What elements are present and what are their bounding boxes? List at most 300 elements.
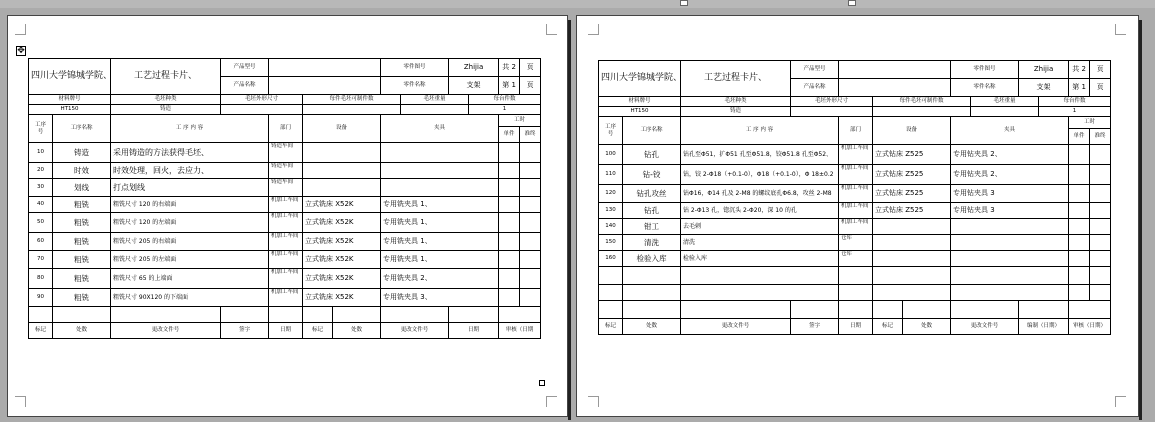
footer-compile: 编制（日期） <box>1019 319 1069 335</box>
process-dept[interactable] <box>839 285 873 301</box>
process-no-text: 130 <box>605 207 616 213</box>
process-prep-time[interactable] <box>1090 145 1111 165</box>
process-tooling-text: 专用钻夹具 3 <box>953 189 995 197</box>
material-value[interactable]: HT150 <box>29 105 111 115</box>
blank-size-label: 毛坯外形尺寸 <box>791 97 873 107</box>
process-name[interactable] <box>623 165 681 185</box>
per-unit-label: 每台件数 <box>1039 97 1111 107</box>
process-content[interactable] <box>111 269 269 289</box>
crop-mark <box>546 24 557 35</box>
process-content[interactable] <box>111 143 269 163</box>
process-unit-time[interactable] <box>499 213 520 233</box>
process-tooling[interactable] <box>951 145 1069 165</box>
footer-count: 处数 <box>53 323 111 339</box>
process-dept[interactable] <box>269 269 303 289</box>
process-no-text: 160 <box>605 255 616 261</box>
process-unit-time[interactable] <box>499 251 520 269</box>
process-tooling[interactable] <box>951 203 1069 219</box>
footer-review: 审核（日期 <box>499 323 541 339</box>
page-unit: 页 <box>520 77 541 95</box>
process-dept[interactable] <box>839 251 873 267</box>
process-row <box>599 251 1111 267</box>
blank-weight-value[interactable] <box>401 105 469 115</box>
process-content-text: 粗铣尺寸 120 的右端面 <box>113 201 177 208</box>
school-name: 四川大学锦城学院、 <box>29 59 111 95</box>
part-code-value[interactable]: Zhijia <box>1019 61 1069 79</box>
product-name-value[interactable] <box>839 79 951 97</box>
process-content[interactable] <box>111 163 269 179</box>
process-dept[interactable] <box>839 185 873 203</box>
process-no[interactable] <box>29 289 53 307</box>
process-tooling[interactable] <box>951 285 1069 301</box>
process-equipment[interactable] <box>303 163 381 179</box>
process-equipment-text: 立式钻床 Z525 <box>875 189 924 197</box>
process-unit-time[interactable] <box>1069 145 1090 165</box>
page-unit: 页 <box>520 59 541 77</box>
process-name-text: 清洗 <box>644 238 659 247</box>
footer-date: 日期 <box>269 323 303 339</box>
process-name[interactable] <box>53 269 111 289</box>
process-dept[interactable] <box>269 251 303 269</box>
process-content[interactable] <box>681 219 839 235</box>
process-prep-time[interactable] <box>1090 285 1111 301</box>
blank-size-value[interactable] <box>791 107 873 117</box>
process-equipment[interactable] <box>873 219 951 235</box>
process-no-text: 140 <box>605 223 616 229</box>
process-content-text: 检验入库 <box>683 255 708 262</box>
process-no[interactable] <box>29 251 53 269</box>
part-code-label: 零件图号 <box>951 61 1019 79</box>
process-tooling[interactable] <box>381 269 499 289</box>
process-content[interactable] <box>111 289 269 307</box>
crop-mark <box>1115 24 1126 35</box>
material-label: 材料牌号 <box>599 97 681 107</box>
process-unit-time[interactable] <box>1069 267 1090 285</box>
process-dept-text: 铸造车间 <box>271 163 294 169</box>
process-no[interactable] <box>29 197 53 213</box>
process-no[interactable] <box>29 213 53 233</box>
process-equipment[interactable] <box>873 285 951 301</box>
footer-mark: 标记 <box>29 323 53 339</box>
process-tooling-text: 专用铣夹具 2、 <box>383 274 432 282</box>
process-card-table-left <box>28 58 541 339</box>
blank-type-value[interactable]: 铸造 <box>681 107 791 117</box>
process-row <box>29 143 541 163</box>
process-equipment[interactable] <box>303 233 381 251</box>
process-equipment[interactable] <box>303 213 381 233</box>
process-content-text: 时效处理，回火，去应力 <box>113 166 201 175</box>
product-name-label: 产品名称 <box>221 77 269 95</box>
process-content-text: 打点划线 <box>113 183 145 192</box>
process-equipment-text: 立式钻床 Z525 <box>875 150 924 158</box>
process-no[interactable] <box>599 185 623 203</box>
part-code-value[interactable]: Zhijia <box>449 59 499 77</box>
process-name[interactable] <box>623 285 681 301</box>
process-equipment[interactable] <box>873 145 951 165</box>
process-dept-text: 机加工车间 <box>841 185 869 191</box>
process-no[interactable] <box>29 163 53 179</box>
pieces-value[interactable] <box>873 107 971 117</box>
process-equipment[interactable] <box>873 185 951 203</box>
process-tooling[interactable] <box>381 143 499 163</box>
footer-sign: 签字 <box>791 319 839 335</box>
process-name[interactable] <box>623 145 681 165</box>
process-row <box>29 251 541 269</box>
process-prep-time[interactable] <box>520 163 541 179</box>
process-content-text: 粗铣尺寸 120 的左端面 <box>113 219 177 226</box>
process-no-text: 50 <box>37 219 44 225</box>
blank-weight-label: 毛坯重量 <box>971 97 1039 107</box>
process-dept-text: 仓库 <box>841 251 853 257</box>
process-prep-time[interactable] <box>520 179 541 197</box>
per-unit-value[interactable]: 1 <box>1039 107 1111 117</box>
process-name[interactable] <box>623 185 681 203</box>
process-name[interactable] <box>53 163 111 179</box>
process-dept[interactable] <box>269 233 303 251</box>
table-move-handle-icon[interactable]: ✥ <box>17 46 25 56</box>
process-name[interactable] <box>623 235 681 251</box>
process-no-text: 40 <box>37 201 44 207</box>
prep-time-header: 准终 <box>1090 129 1111 145</box>
material-label: 材料牌号 <box>29 95 111 105</box>
process-dept[interactable] <box>269 163 303 179</box>
process-dept-text: 机加工车间 <box>841 165 869 171</box>
process-equipment[interactable] <box>303 197 381 213</box>
process-prep-time[interactable] <box>1090 203 1111 219</box>
process-dept[interactable] <box>269 179 303 197</box>
process-content[interactable] <box>681 235 839 251</box>
process-tooling[interactable] <box>951 251 1069 267</box>
process-no[interactable] <box>599 267 623 285</box>
footer-mark: 标记 <box>599 319 623 335</box>
signature-row-blank <box>599 301 1111 319</box>
signature-row <box>599 319 1111 335</box>
process-equipment[interactable] <box>873 165 951 185</box>
process-no-text: 10 <box>37 149 44 155</box>
process-equipment[interactable] <box>303 289 381 307</box>
process-tooling[interactable] <box>951 235 1069 251</box>
process-tooling-text: 专用钻夹具 2、 <box>953 150 1002 158</box>
process-no[interactable] <box>599 235 623 251</box>
footer-review: 审核（日期） <box>1069 319 1111 335</box>
process-no[interactable] <box>29 179 53 197</box>
table-resize-handle[interactable] <box>539 380 545 386</box>
process-content-text: 粗铣尺寸 205 的左端面 <box>113 256 177 263</box>
process-prep-time[interactable] <box>520 269 541 289</box>
product-model-value[interactable] <box>269 59 381 77</box>
process-name[interactable] <box>623 267 681 285</box>
process-prep-time[interactable] <box>520 213 541 233</box>
card-title: 工艺过程卡片、 <box>111 59 221 95</box>
ruler-indent-marker[interactable] <box>680 0 688 6</box>
process-dept-text: 机加工车间 <box>271 251 299 257</box>
process-content[interactable] <box>681 251 839 267</box>
school-name: 四川大学锦城学院、 <box>599 61 681 97</box>
footer-change-doc-2: 更改文件号 <box>381 323 449 339</box>
process-no-text: 70 <box>37 256 44 262</box>
process-unit-time[interactable] <box>499 233 520 251</box>
process-no-text: 80 <box>37 275 44 281</box>
process-content[interactable] <box>111 179 269 197</box>
process-prep-time[interactable] <box>1090 251 1111 267</box>
process-content[interactable] <box>111 233 269 251</box>
process-no[interactable] <box>599 145 623 165</box>
product-model-value[interactable] <box>839 61 951 79</box>
time-header: 工时 <box>499 115 541 127</box>
process-equipment-text: 立式铣床 X52K <box>305 255 354 263</box>
crop-mark <box>588 24 599 35</box>
process-tooling[interactable] <box>381 233 499 251</box>
process-row <box>599 165 1111 185</box>
process-dept[interactable] <box>839 219 873 235</box>
process-equipment-text: 立式铣床 X52K <box>305 237 354 245</box>
process-tooling[interactable] <box>381 163 499 179</box>
content-suffix: 、 <box>201 148 209 157</box>
process-tooling[interactable] <box>951 165 1069 185</box>
process-no[interactable] <box>29 269 53 289</box>
process-no-text: 60 <box>37 238 44 244</box>
footer-count-2: 处数 <box>903 319 951 335</box>
process-unit-time[interactable] <box>499 289 520 307</box>
part-name-value[interactable]: 支架 <box>1019 79 1069 97</box>
part-name-label: 零件名称 <box>381 77 449 95</box>
process-row <box>599 145 1111 165</box>
process-unit-time[interactable] <box>1069 219 1090 235</box>
process-prep-time[interactable] <box>1090 185 1111 203</box>
blank-size-value[interactable] <box>221 105 303 115</box>
process-name-text: 粗铣 <box>74 274 89 283</box>
process-prep-time[interactable] <box>1090 219 1111 235</box>
process-no[interactable] <box>599 219 623 235</box>
process-tooling[interactable] <box>381 251 499 269</box>
process-equipment-text: 立式钻床 Z525 <box>875 170 924 178</box>
unit-time-header: 单件 <box>499 127 520 143</box>
process-row <box>29 163 541 179</box>
process-unit-time[interactable] <box>1069 251 1090 267</box>
process-content[interactable] <box>681 285 839 301</box>
process-unit-time[interactable] <box>499 197 520 213</box>
process-name-text: 粗铣 <box>74 237 89 246</box>
process-tooling[interactable] <box>381 179 499 197</box>
footer-change-doc: 更改文件号 <box>681 319 791 335</box>
process-equipment[interactable] <box>873 235 951 251</box>
crop-mark <box>546 396 557 407</box>
process-equipment-text: 立式铣床 X52K <box>305 218 354 226</box>
process-prep-time[interactable] <box>1090 267 1111 285</box>
process-content-text: 钻Φ16，Φ14 孔及 2-M8 的螺纹底孔Φ6.8，攻丝 2-M8 <box>683 190 832 197</box>
process-tooling-text: 专用铣夹具 1、 <box>383 255 432 263</box>
process-dept-text: 机加工车间 <box>271 197 299 203</box>
page-shadow <box>1139 20 1142 420</box>
process-prep-time[interactable] <box>1090 235 1111 251</box>
process-name[interactable] <box>53 289 111 307</box>
crop-mark <box>15 396 26 407</box>
process-equipment[interactable] <box>873 267 951 285</box>
process-prep-time[interactable] <box>520 233 541 251</box>
page-number: 第 1 <box>1069 79 1090 97</box>
process-content-text: 粗铣尺寸 90X120 的下端面 <box>113 294 189 301</box>
process-tooling[interactable] <box>951 219 1069 235</box>
process-name[interactable] <box>623 251 681 267</box>
process-tooling[interactable] <box>951 185 1069 203</box>
process-dept[interactable] <box>269 143 303 163</box>
process-equipment-text: 立式铣床 X52K <box>305 200 354 208</box>
process-content[interactable] <box>681 185 839 203</box>
process-tooling[interactable] <box>951 267 1069 285</box>
process-row <box>29 179 541 197</box>
process-row <box>599 267 1111 285</box>
footer-sign: 签字 <box>221 323 269 339</box>
process-dept-text: 机加工车间 <box>271 269 299 275</box>
blank-type-label: 毛坯种类 <box>681 97 791 107</box>
process-tooling[interactable] <box>381 197 499 213</box>
process-content-text: 清洗 <box>683 239 696 246</box>
process-content[interactable] <box>111 213 269 233</box>
crop-mark <box>588 396 599 407</box>
ruler-margin-marker[interactable] <box>848 0 856 6</box>
dept-header: 部门 <box>269 115 303 143</box>
footer-mark-2: 标记 <box>303 323 333 339</box>
process-no[interactable] <box>599 251 623 267</box>
process-tooling-text: 专用钻夹具 3 <box>953 206 995 214</box>
process-equipment[interactable] <box>303 179 381 197</box>
process-tooling-text: 专用钻夹具 2、 <box>953 170 1002 178</box>
footer-date: 日期 <box>839 319 873 335</box>
process-name[interactable] <box>53 197 111 213</box>
seq-header: 工序 号 <box>29 115 53 143</box>
process-row <box>29 289 541 307</box>
part-name-value[interactable]: 支架 <box>449 77 499 95</box>
process-name-text: 粗铣 <box>74 218 89 227</box>
process-name[interactable] <box>53 179 111 197</box>
blank-weight-label: 毛坯重量 <box>401 95 469 105</box>
process-name[interactable] <box>53 143 111 163</box>
process-no[interactable] <box>29 143 53 163</box>
process-no[interactable] <box>29 233 53 251</box>
process-content-text: 钻孔至Φ51，扩Φ51 孔至Φ51.8，铰Φ51.8 孔至Φ52、 <box>683 151 833 158</box>
page-number: 第 1 <box>499 77 520 95</box>
crop-mark <box>15 24 26 35</box>
process-name-text: 钳工 <box>644 222 659 231</box>
process-no[interactable] <box>599 165 623 185</box>
process-dept-text: 仓库 <box>841 235 853 241</box>
footer-mark-2: 标记 <box>873 319 903 335</box>
process-tooling[interactable] <box>381 213 499 233</box>
process-equipment[interactable] <box>303 251 381 269</box>
equipment-header: 设备 <box>873 117 951 145</box>
process-dept[interactable] <box>839 235 873 251</box>
process-tooling-text: 专用铣夹具 1、 <box>383 237 432 245</box>
process-prep-time[interactable] <box>520 143 541 163</box>
process-unit-time[interactable] <box>499 163 520 179</box>
process-content-text: 钻 2-Φ13 孔，锪沉头 2-Φ20，深 10 的孔 <box>683 207 797 214</box>
process-row <box>29 213 541 233</box>
process-dept[interactable] <box>269 197 303 213</box>
process-content[interactable] <box>111 197 269 213</box>
process-dept[interactable] <box>839 145 873 165</box>
process-row <box>29 269 541 289</box>
process-dept[interactable] <box>839 203 873 219</box>
process-equipment[interactable] <box>873 251 951 267</box>
process-content[interactable] <box>681 165 839 185</box>
process-no[interactable] <box>599 203 623 219</box>
footer-change-doc-2: 更改文件号 <box>951 319 1019 335</box>
process-unit-time[interactable] <box>1069 203 1090 219</box>
process-dept[interactable] <box>269 213 303 233</box>
process-unit-time[interactable] <box>1069 165 1090 185</box>
process-tooling[interactable] <box>381 289 499 307</box>
product-name-value[interactable] <box>269 77 381 95</box>
process-prep-time[interactable] <box>520 197 541 213</box>
process-content[interactable] <box>681 203 839 219</box>
product-model-label: 产品型号 <box>221 59 269 77</box>
process-name[interactable] <box>623 219 681 235</box>
process-prep-time[interactable] <box>520 251 541 269</box>
material-value[interactable]: HT150 <box>599 107 681 117</box>
process-row <box>29 233 541 251</box>
process-row <box>599 185 1111 203</box>
process-content[interactable] <box>681 145 839 165</box>
content-suffix: 、 <box>201 166 209 175</box>
process-row <box>599 219 1111 235</box>
blank-type-value[interactable]: 铸造 <box>111 105 221 115</box>
process-unit-time[interactable] <box>499 179 520 197</box>
process-unit-time[interactable] <box>1069 285 1090 301</box>
process-no-text: 150 <box>605 239 616 245</box>
per-unit-value[interactable]: 1 <box>469 105 541 115</box>
footer-change-doc: 更改文件号 <box>111 323 221 339</box>
process-unit-time[interactable] <box>1069 185 1090 203</box>
process-no-text: 100 <box>605 151 616 157</box>
name-header: 工序名称 <box>623 117 681 145</box>
process-content[interactable] <box>111 251 269 269</box>
content-header: 工 序 内 容 <box>111 115 269 143</box>
process-equipment[interactable] <box>303 143 381 163</box>
process-dept-text: 机加工车间 <box>271 213 299 219</box>
process-name-text: 钻-铰 <box>642 170 661 179</box>
process-name[interactable] <box>53 213 111 233</box>
process-unit-time[interactable] <box>1069 235 1090 251</box>
process-dept[interactable] <box>839 267 873 285</box>
process-dept-text: 机加工车间 <box>271 289 299 295</box>
process-name[interactable] <box>623 203 681 219</box>
blank-weight-value[interactable] <box>971 107 1039 117</box>
process-prep-time[interactable] <box>1090 165 1111 185</box>
process-name[interactable] <box>53 233 111 251</box>
process-content[interactable] <box>681 267 839 285</box>
page-shadow <box>568 20 571 420</box>
process-unit-time[interactable] <box>499 269 520 289</box>
part-code-label: 零件图号 <box>381 59 449 77</box>
process-no[interactable] <box>599 285 623 301</box>
process-equipment[interactable] <box>303 269 381 289</box>
process-name-text: 钻孔攻丝 <box>636 189 667 198</box>
process-name-text: 时效 <box>74 166 89 175</box>
pieces-label: 每件毛坯可制件数 <box>303 95 401 105</box>
equipment-header: 设备 <box>303 115 381 143</box>
footer-count: 处数 <box>623 319 681 335</box>
process-name[interactable] <box>53 251 111 269</box>
process-dept[interactable] <box>269 289 303 307</box>
process-equipment[interactable] <box>873 203 951 219</box>
pieces-value[interactable] <box>303 105 401 115</box>
total-pages: 共 2 <box>1069 61 1090 79</box>
process-dept[interactable] <box>839 165 873 185</box>
signature-row <box>29 323 541 339</box>
process-unit-time[interactable] <box>499 143 520 163</box>
process-prep-time[interactable] <box>520 289 541 307</box>
process-name-text: 铸造 <box>74 148 89 157</box>
